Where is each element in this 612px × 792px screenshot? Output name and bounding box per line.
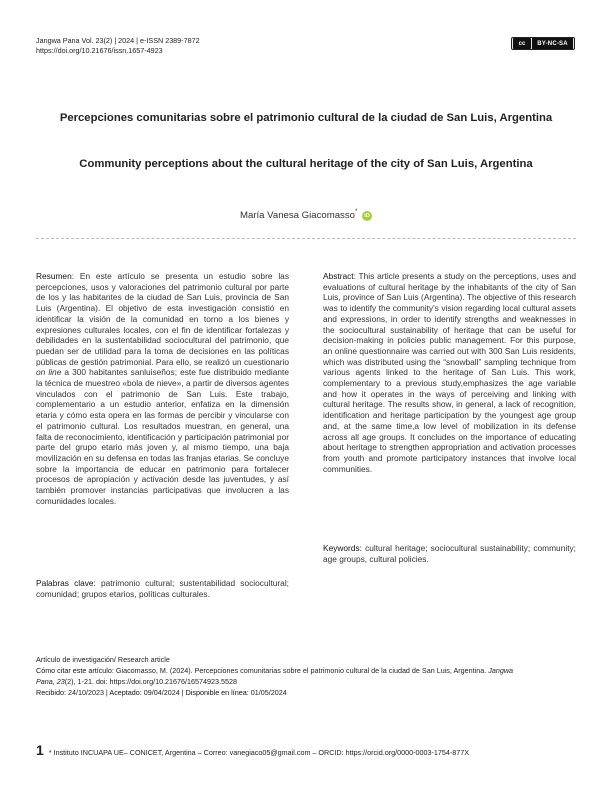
author-name: María Vanesa Giacomasso — [239, 210, 355, 221]
abstract-en-label: Abstract — [323, 271, 354, 281]
abstract-es-label: Resumen — [36, 271, 72, 281]
journal-issue-line: Jangwa Pana Vol. 23(2) | 2024 | e-ISSN 2389-7872 — [36, 36, 200, 45]
title-spanish: Percepciones comunitarias sobre el patrimonio cultural de la ciudad de San Luis, Argentina — [59, 112, 553, 124]
cc-license-badge[interactable] — [511, 37, 575, 50]
abstract-english — [323, 271, 576, 474]
license-terms: BY-NC-SA — [532, 38, 573, 49]
keywords-en-text: cultural heritage; sociocultural sustainability; community; age groups, cultural policies. — [323, 543, 576, 564]
received-value: 24/10/2023 | — [65, 687, 110, 697]
online-label: Disponible en línea: — [185, 687, 249, 697]
citation-text-1: Giacomasso, M. (2024). Percepciones comunitarias sobre el patrimonio cultural de la ciudad de San Luis, Argentina. — [113, 665, 489, 675]
received-label: Recibido: — [36, 687, 66, 697]
keywords-es-label: Palabras clave: — [36, 578, 96, 588]
citation-journal: Jangwa — [488, 665, 514, 675]
article-type: Artículo de investigación/ Research article — [36, 655, 170, 664]
author-line — [36, 209, 576, 221]
citation-journal-2: Pana, 23 — [36, 676, 65, 686]
keywords-english — [323, 543, 576, 564]
keywords-es-text: patrimonio cultural; sustentabilidad sociocultural; comunidad; grupos etarios, políticas culturales. — [36, 578, 289, 599]
page-footer — [36, 742, 581, 758]
author-footnote-mark: * — [354, 209, 358, 215]
abstract-spanish — [36, 271, 289, 506]
header-divider — [36, 238, 576, 239]
author-affiliation: * Instituto INCUAPA UE– CONICET, Argentina – Correo: vanegiaco05@gmail.com – ORCID: https://orcid.org/0000-0003-1754-877X — [48, 748, 470, 757]
citation-text-2[interactable]: (2), 1-21. doi: https://doi.org/10.21676/16574923.5528 — [64, 676, 238, 686]
accepted-label: Aceptado: — [109, 687, 142, 697]
keywords-en-label: Keywords: — [323, 543, 362, 553]
title-english: Community perceptions about the cultural heritage of the city of San Luis, Argentina — [79, 158, 533, 170]
abstract-es-italic: on line — [36, 367, 62, 378]
article-metadata — [36, 655, 581, 699]
citation-line — [36, 666, 581, 688]
accepted-value: 09/04/2024 | — [141, 687, 186, 697]
online-value: 01/05/2024 — [248, 687, 287, 697]
citation-label: Cómo citar este artículo: — [36, 665, 114, 675]
abstract-es-text-2: a 300 habitantes sanluiseños; este fue distribuido mediante la técnica de muestreo «bola de nieve», a partir de diversos agentes vinculados con el patrimonio de San Luis. Este trabajo, complementario a un estudio anterior, enfatiza en la dimensión etaria y cómo esta opera en las formas de percibir y vincularse con el patrimonio cultural. Los resultados muestran, en general, una falta de reconocimiento, identificación y participación patrimonial por parte del grupo etario más joven y, al mismo tiempo, una baja movilización en su defensa en todas las franjas etarias. Se concluye sobre la importancia de educar en patrimonio para fortalecer procesos de apropiación y activación desde las juventudes, y así también promover instancias participativas que involucren a las comunidades locales. — [36, 367, 289, 506]
creative-commons-icon: cc — [513, 38, 531, 49]
abstract-en-text: : This article presents a study on the perceptions, uses and evaluations of cultural heritage by the inhabitants of the city of San Luis, province of San Luis (Argentina). The objective of this research was to identify the community's vision regarding local cultural assets and expressions, in order to identify strengths and weaknesses in the sociocultural sustainability of heritage that can be useful for decision-making in policies public management. For this purpose, an online questionnaire was carried out with 300 San Luis residents, which was distributed using the “snowball” sampling technique from various agents linked to the heritage of San Luis. This work, complementary to a previous study,emphasizes the age variable and how it operates in the ways of perceiving and linking with cultural heritage. The results show, in general, a lack of recognition, identification and heritage participation by the youngest age group and, at the same time,a low level of mobilization in its defense across all age groups. It concludes on the importance of educating about heritage to strengthen appropriation and activation processes from youth and promote participatory instances that involve local communities. — [323, 271, 576, 474]
journal-header — [36, 36, 200, 56]
keywords-spanish — [36, 578, 289, 599]
abstract-es-text-1: : En este artículo se presenta un estudio sobre las percepciones, usos y valoraciones del patrimonio cultural por parte de los y las habitantes de la ciudad de San Luis, provincia de San Luis (Argentina). El objetivo de esta investigación consistió en identificar la visión de la comunidad en torno a los bienes y expresiones culturales locales, con el fin de identificar fortalezas y debilidades en la sustentabilidad sociocultural del patrimonio, que puedan ser de utilidad para la toma de decisiones en las políticas públicas de gestión patrimonial. Para ello, se realizó un cuestionario — [36, 271, 289, 367]
page-number: 1 — [36, 742, 44, 758]
orcid-icon[interactable]: iD — [362, 211, 372, 221]
journal-doi-line: https://doi.org/10.21676/issn.1657-4923 — [36, 46, 163, 55]
dates-line — [36, 688, 581, 699]
